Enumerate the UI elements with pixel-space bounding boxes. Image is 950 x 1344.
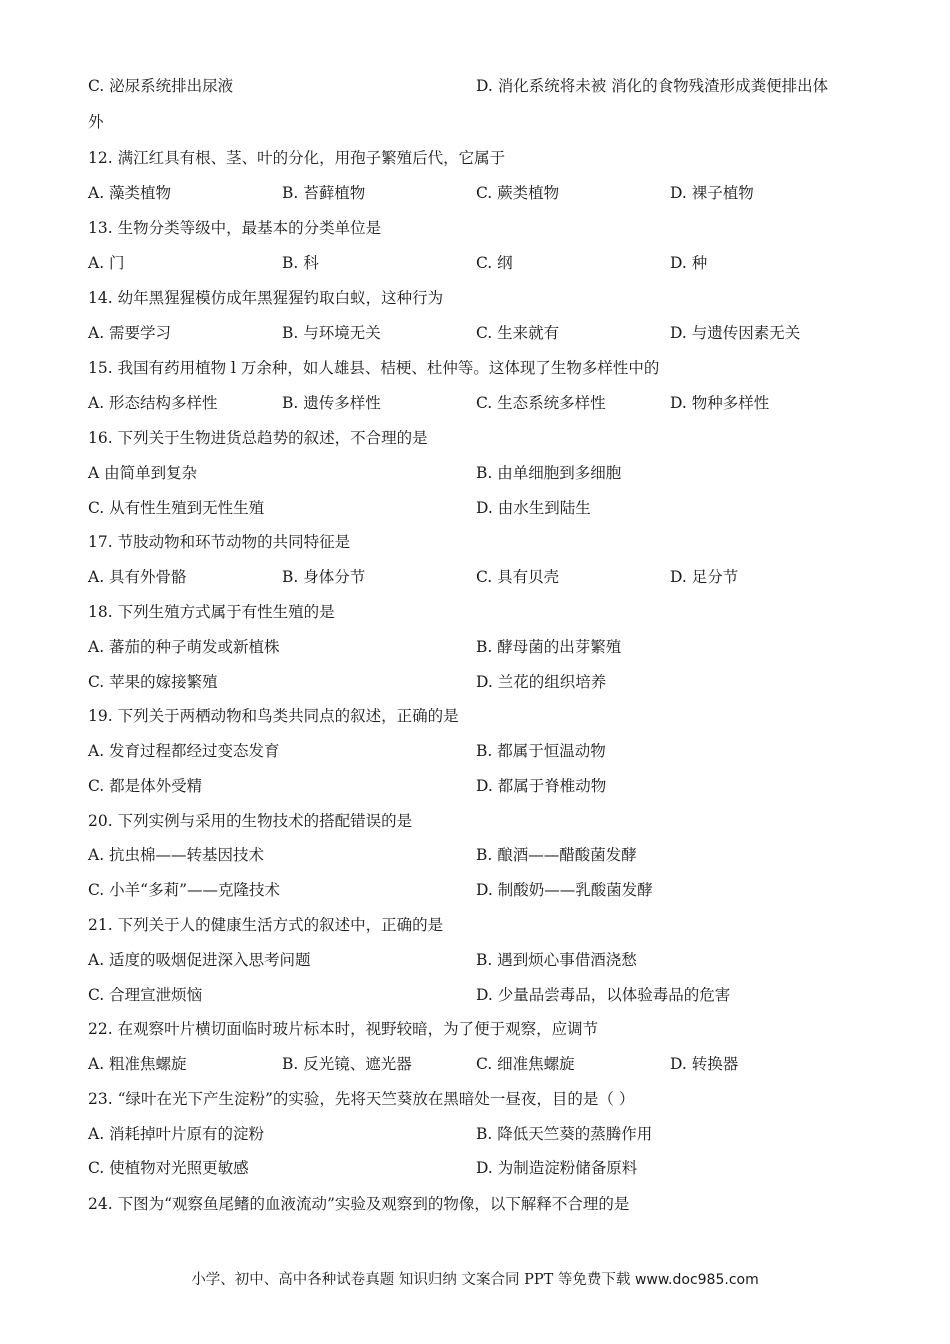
answer-option: D. 制酸奶——乳酸菌发酵 <box>476 881 653 899</box>
answer-option: A. 门 <box>88 254 125 272</box>
answer-option: C. 苹果的嫁接繁殖 <box>88 673 218 691</box>
answer-option: D. 少量品尝毒品，以体验毒品的危害 <box>476 986 731 1004</box>
answer-option: D. 与遗传因素无关 <box>670 324 801 342</box>
question-stem: 23. “绿叶在光下产生淀粉”的实验，先将天竺葵放在黑暗处一昼夜，目的是（ ） <box>88 1090 635 1108</box>
answer-option: A. 需要学习 <box>88 324 172 342</box>
answer-option: B. 遗传多样性 <box>282 394 381 412</box>
question-stem: 15. 我国有药用植物 l 万余种，如人雄县、桔梗、杜仲等。这体现了生物多样性中的 <box>88 359 660 377</box>
question-stem: 18. 下列生殖方式属于有性生殖的是 <box>88 603 335 621</box>
answer-option: D. 种 <box>670 254 708 272</box>
answer-option: A. 抗虫棉——转基因技术 <box>88 846 265 864</box>
answer-option: C. 都是体外受精 <box>88 777 203 795</box>
answer-option: D. 由水生到陆生 <box>476 499 591 517</box>
footer-url[interactable]: www.doc985.com <box>634 1272 759 1288</box>
answer-option: C. 泌尿系统排出尿液 <box>88 77 234 95</box>
question-stem: 17. 节肢动物和环节动物的共同特征是 <box>88 533 351 551</box>
answer-option: A. 发育过程都经过变态发育 <box>88 742 280 760</box>
answer-option: B. 都属于恒温动物 <box>476 742 606 760</box>
answer-option: B. 反光镜、遮光器 <box>282 1055 412 1073</box>
question-stem: 21. 下列关于人的健康生活方式的叙述中，正确的是 <box>88 916 444 934</box>
question-stem: 12. 满江红具有根、茎、叶的分化，用孢子繁殖后代，它属于 <box>88 149 506 167</box>
answer-option: C. 使植物对光照更敏感 <box>88 1159 249 1177</box>
answer-option: C. 具有贝壳 <box>476 568 560 586</box>
answer-option: C. 蕨类植物 <box>476 184 560 202</box>
answer-option: C. 生态系统多样性 <box>476 394 606 412</box>
answer-option: C. 合理宣泄烦恼 <box>88 986 203 1004</box>
answer-option: A. 具有外骨骼 <box>88 568 187 586</box>
answer-option: B. 降低天竺葵的蒸腾作用 <box>476 1125 653 1143</box>
question-stem: 19. 下列关于两栖动物和鸟类共同点的叙述，正确的是 <box>88 707 459 725</box>
answer-option: B. 由单细胞到多细胞 <box>476 464 622 482</box>
answer-option: D. 为制造淀粉储备原料 <box>476 1159 638 1177</box>
answer-option: D. 消化系统将未被 消化的食物残渣形成粪便排出体 <box>476 77 829 95</box>
answer-option: A. 形态结构多样性 <box>88 394 218 412</box>
answer-option: D. 裸子植物 <box>670 184 754 202</box>
page-footer <box>0 1270 950 1290</box>
answer-option: C. 小羊“多莉”——克隆技术 <box>88 881 281 899</box>
answer-option: D. 都属于脊椎动物 <box>476 777 607 795</box>
answer-option: C. 生来就有 <box>476 324 560 342</box>
answer-option: C. 纲 <box>476 254 513 272</box>
answer-option: C. 从有性生殖到无性生殖 <box>88 499 265 517</box>
answer-option: A. 消耗掉叶片原有的淀粉 <box>88 1125 265 1143</box>
answer-option: A 由简单到复杂 <box>88 464 198 482</box>
question-stem: 13. 生物分类等级中，最基本的分类单位是 <box>88 219 382 237</box>
question-stem: 16. 下列关于生物进货总趋势的叙述，不合理的是 <box>88 429 428 447</box>
answer-option: B. 科 <box>282 254 319 272</box>
answer-option: B. 酵母菌的出芽繁殖 <box>476 638 622 656</box>
answer-option: D. 兰花的组织培养 <box>476 673 607 691</box>
answer-option: B. 苔藓植物 <box>282 184 366 202</box>
answer-option: A. 藻类植物 <box>88 184 172 202</box>
question-stem: 20. 下列实例与采用的生物技术的搭配错误的是 <box>88 812 413 830</box>
answer-option: B. 遇到烦心事借酒浇愁 <box>476 951 637 969</box>
footer-text: 小学、初中、高中各种试卷真题 知识归纳 文案合同 PPT 等免费下载 <box>191 1272 631 1288</box>
answer-option: A. 蕃茄的种子萌发或新植株 <box>88 638 280 656</box>
answer-option: D. 足分节 <box>670 568 739 586</box>
question-stem: 22. 在观察叶片横切面临时玻片标本时，视野较暗，为了便于观察，应调节 <box>88 1020 599 1038</box>
answer-option: A. 适度的吸烟促进深入思考问题 <box>88 951 311 969</box>
answer-option: 外 <box>88 113 104 131</box>
answer-option: D. 物种多样性 <box>670 394 770 412</box>
answer-option: B. 与环境无关 <box>282 324 381 342</box>
question-stem: 14. 幼年黑猩猩模仿成年黑猩猩钓取白蚁，这种行为 <box>88 289 444 307</box>
answer-option: A. 粗准焦螺旋 <box>88 1055 187 1073</box>
question-stem: 24. 下图为“观察鱼尾鳍的血液流动”实验及观察到的物像，以下解释不合理的是 <box>88 1195 630 1213</box>
answer-option: B. 身体分节 <box>282 568 366 586</box>
answer-option: B. 酿酒——醋酸菌发酵 <box>476 846 637 864</box>
answer-option: D. 转换器 <box>670 1055 739 1073</box>
answer-option: C. 细准焦螺旋 <box>476 1055 575 1073</box>
